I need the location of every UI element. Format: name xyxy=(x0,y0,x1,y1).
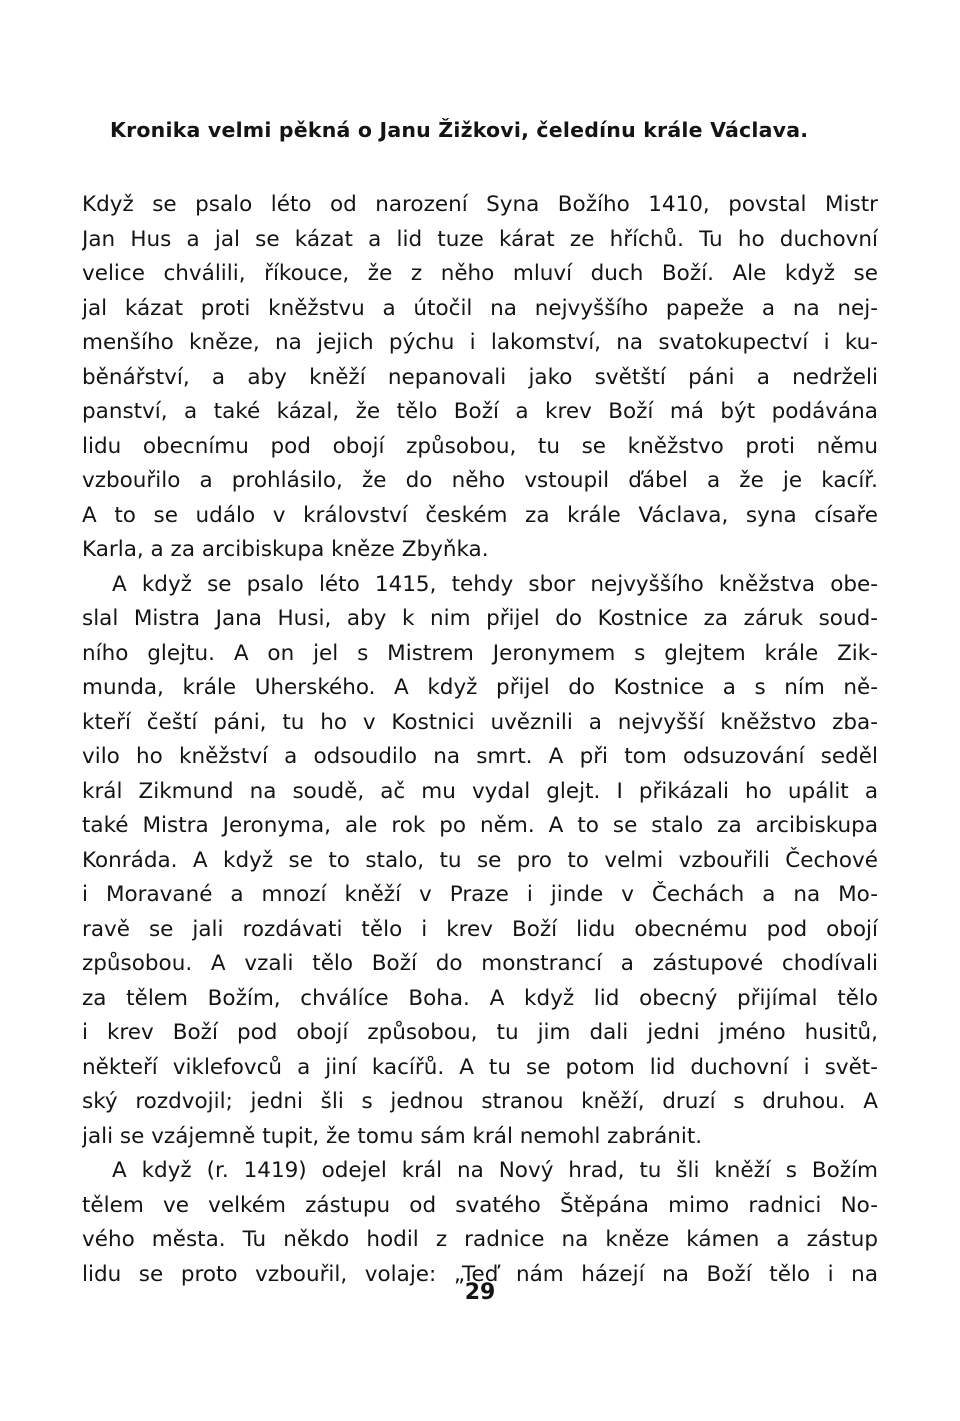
text-line: král Zikmund na soudě, ač mu vydal glejt. I přikázali ho upálit a xyxy=(82,778,878,804)
text-line: Konráda. A když se to stalo, tu se pro to velmi vzbouřili Čechové xyxy=(82,847,878,873)
text-line: vilo ho kněžství a odsoudilo na smrt. A při tom odsuzování seděl xyxy=(82,744,878,769)
page-number: 29 xyxy=(464,1280,496,1305)
text-line: A když se psalo léto 1415, tehdy sbor nejvyššího kněžstva obe- xyxy=(112,571,878,597)
text-line: někteří viklefovců a jiní kacířů. A tu se potom lid duchovní i svět- xyxy=(82,1054,878,1080)
text-line: i Moravané a mnozí kněží v Praze i jinde v Čechách a na Mo- xyxy=(82,882,878,907)
text-line: tělem ve velkém zástupu od svatého Štěpána mimo radnici No- xyxy=(82,1192,878,1218)
text-line: lidu se proto vzbouřil, volaje: „Teď nám házejí na Boží tělo i na xyxy=(82,1261,878,1287)
text-line: způsobou. A vzali tělo Boží do monstrancí a zástupové chodívali xyxy=(82,951,878,976)
text-line: Jan Hus a jal se kázat a lid tuze kárat ze hříchů. Tu ho duchovní xyxy=(82,226,878,252)
text-line: A to se událo v království českém za krále Václava, syna císaře xyxy=(82,502,878,528)
text-line: Karla, a za arcibiskupa kněze Zbyňka. xyxy=(82,537,489,562)
body-text xyxy=(82,188,878,1292)
text-line: i krev Boží pod obojí způsobou, tu jim dali jedni jméno husitů, xyxy=(82,1020,878,1045)
text-line: za tělem Božím, chválíce Boha. A když lid obecný přijímal tělo xyxy=(82,985,878,1011)
text-line: ního glejtu. A on jel s Mistrem Jeronymem s glejtem krále Zik- xyxy=(82,640,878,666)
text-line: jali se vzájemně tupit, že tomu sám král nemohl zabránit. xyxy=(82,1123,703,1149)
chapter-title: Kronika velmi pěkná o Janu Žižkovi, čeledínu krále Václava. xyxy=(110,118,809,142)
text-line: jal kázat proti kněžstvu a útočil na nejvyššího papeže a na nej- xyxy=(82,295,878,321)
text-line: Když se psalo léto od narození Syna Božího 1410, povstal Mistr xyxy=(82,192,878,217)
text-line: A když (r. 1419) odejel král na Nový hrad, tu šli kněží s Božím xyxy=(112,1158,878,1183)
text-line: běnářství, a aby kněží nepanovali jako světští páni a nedrželi xyxy=(82,364,878,390)
text-line: ravě se jali rozdávati tělo i krev Boží lidu obecnému pod obojí xyxy=(82,916,878,942)
text-line: vzbouřilo a prohlásilo, že do něho vstoupil ďábel a že je kacíř. xyxy=(82,468,878,493)
text-line: panství, a také kázal, že tělo Boží a krev Boží má být podávána xyxy=(82,399,878,424)
text-line: menšího kněze, na jejich pýchu i lakomství, na svatokupectví i ku- xyxy=(82,330,878,355)
text-line: kteří čeští páni, tu ho v Kostnici uvěznili a nejvyšší kněžstvo zba- xyxy=(82,709,878,735)
text-line: vého města. Tu někdo hodil z radnice na kněze kámen a zástup xyxy=(82,1227,878,1252)
text-line: munda, krále Uherského. A když přijel do Kostnice a s ním ně- xyxy=(82,675,878,700)
text-line: slal Mistra Jana Husi, aby k nim přijel do Kostnice za záruk soud- xyxy=(82,606,878,631)
text-line: také Mistra Jeronyma, ale rok po něm. A to se stalo za arcibiskupa xyxy=(82,813,878,838)
text-line: velice chválili, říkouce, že z něho mluví duch Boží. Ale když se xyxy=(82,261,878,286)
text-line: ský rozdvojil; jedni šli s jednou stranou kněží, druzí s druhou. A xyxy=(82,1089,878,1114)
text-line: lidu obecnímu pod obojí způsobou, tu se kněžstvo proti němu xyxy=(82,433,878,459)
